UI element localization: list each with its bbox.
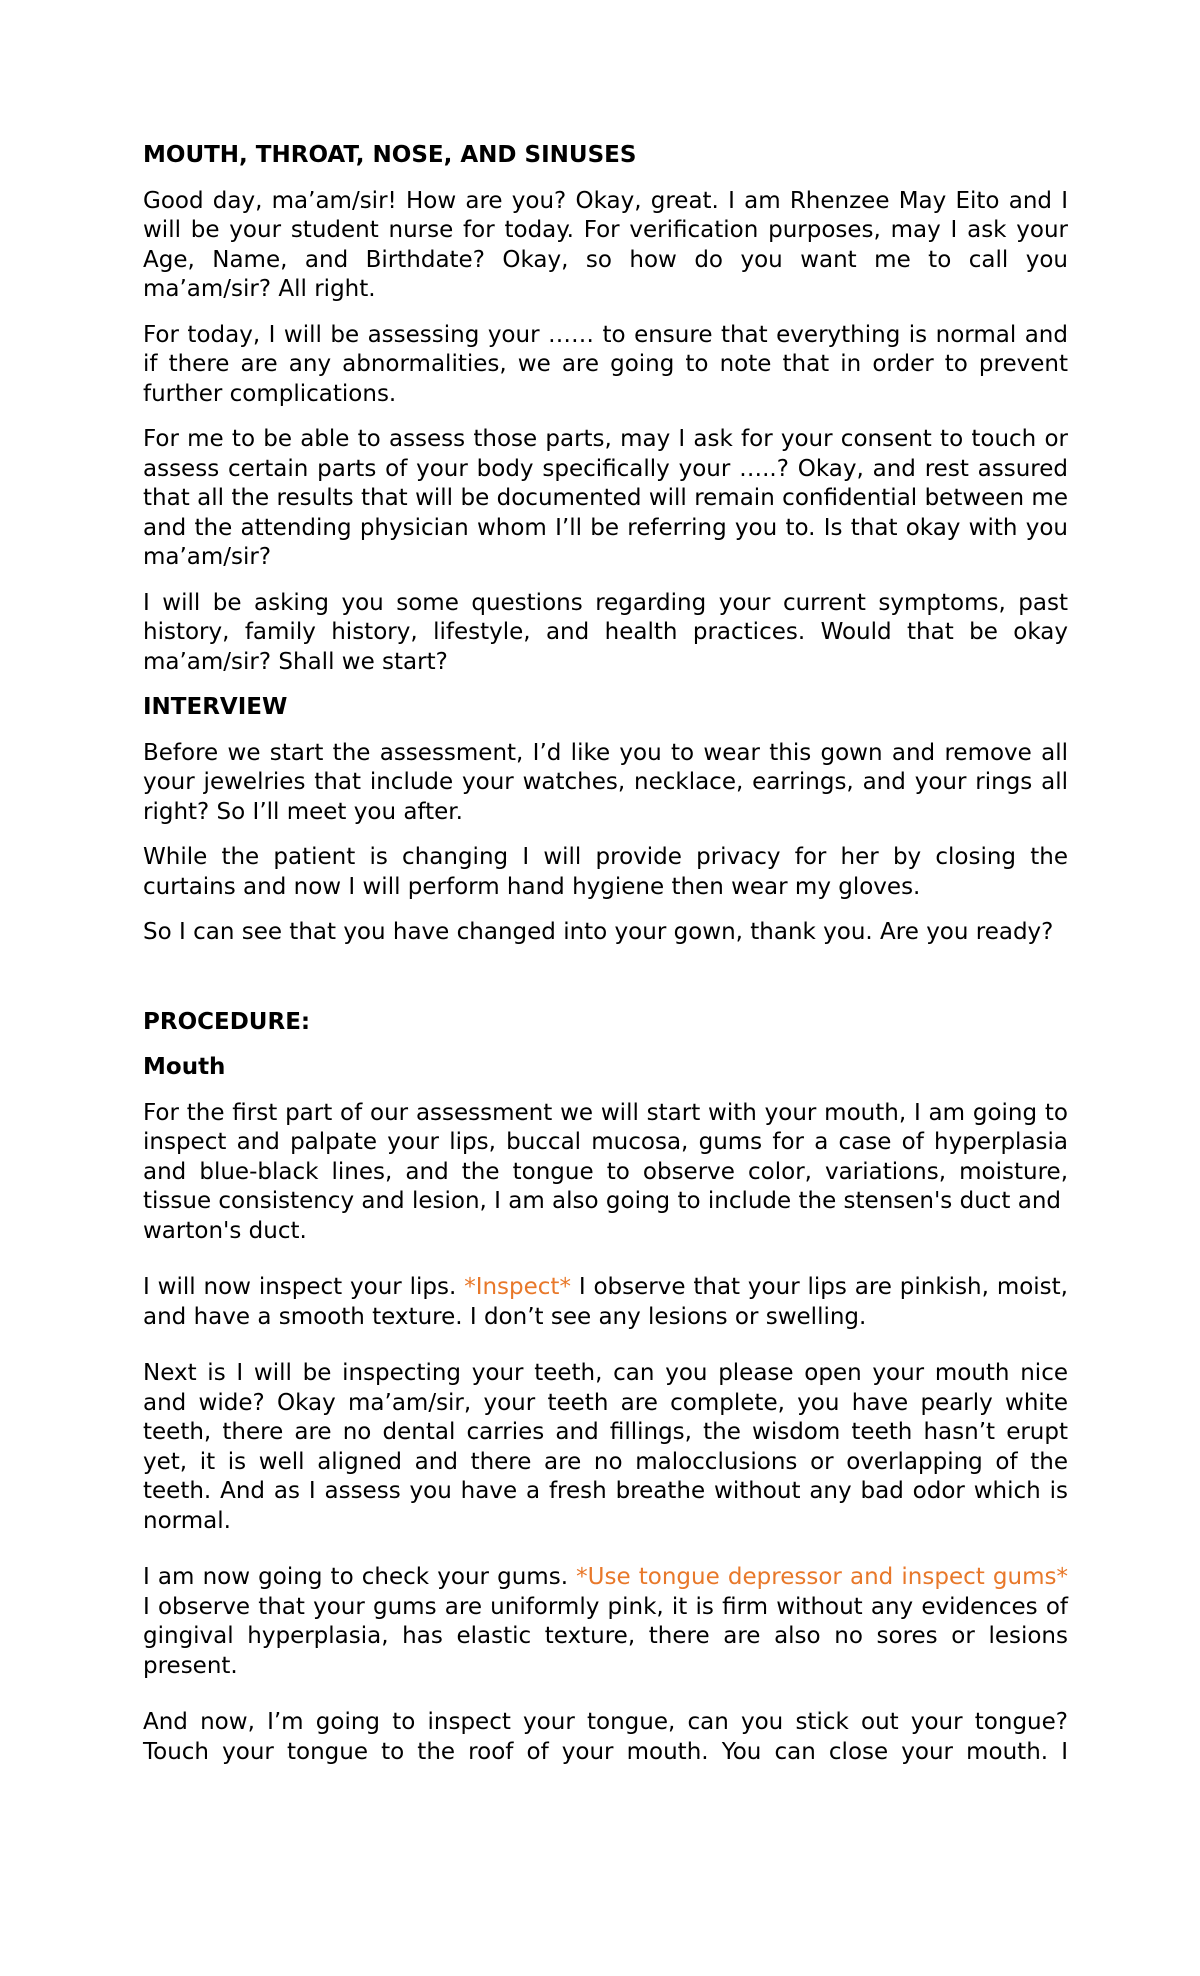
tongue-paragraph: And now, I’m going to inspect your tongue, can you stick out your tongue? Touch your tongue to the roof of your mouth. You can close your mouth. I [143, 1709, 1068, 1765]
gums-paragraph [143, 1563, 1068, 1681]
mouth-subheading: Mouth [143, 1054, 226, 1080]
interview-paragraph-1: Before we start the assessment, I’d like you to wear this gown and remove all your jewelries that include your watches, necklace, earrings, and your rings all right? So I’ll meet you after. [143, 739, 1068, 825]
lips-inspect-note: *Inspect* [464, 1274, 571, 1300]
gums-text-end: I observe that your gums are uniformly pink, it is firm without any evidences of gingival hyperplasia, has elastic texture, there are also no sores or lesions present. [143, 1593, 1068, 1679]
mouth-intro-continuation: warton's duct. [143, 1217, 307, 1244]
gums-inspect-note: *Use tongue depressor and inspect gums* [576, 1564, 1068, 1590]
intro-paragraph-4: I will be asking you some questions regarding your current symptoms, past history, family history, lifestyle, and health practices. Would that be okay ma’am/sir? Shall we start? [143, 589, 1068, 675]
interview-paragraph-3: So I can see that you have changed into your gown, thank you. Are you ready? [143, 919, 1054, 945]
lips-text-start: I will now inspect your lips. [143, 1274, 465, 1300]
intro-paragraph-3: For me to be able to assess those parts, may I ask for your consent to touch or assess certain parts of your body specifically your …..? Okay, and rest assured that all the results that will be documented will remain confidential between me and the attending physician whom I’ll be referring you to. Is that okay with you ma’am/sir? [143, 426, 1068, 570]
section-spacer [143, 964, 1068, 1008]
gums-text-start: I am now going to check your gums. [143, 1564, 577, 1590]
document-page [143, 141, 1068, 1767]
mouth-intro-paragraph: For the first part of our assessment we will start with your mouth, I am going to inspect and palpate your lips, buccal mucosa, gums for a case of hyperplasia and blue-black lines, and the tongue to observe color, variations, moisture, tissue consistency and lesion, I am also going to include the stensen's duct and [143, 1099, 1068, 1214]
procedure-heading: PROCEDURE: [143, 1008, 311, 1035]
lips-paragraph [143, 1273, 1068, 1332]
mouth-intro-block [143, 1099, 1068, 1247]
teeth-paragraph: Next is I will be inspecting your teeth, can you please open your mouth nice and wide? Okay ma’am/sir, your teeth are complete, you have pearly white teeth, there are no dental carries and fillings, the wisdom teeth hasn’t erupt yet, it is well aligned and there are no malocclusions or overlapping of the teeth. And as I assess you have a fresh breathe without any bad odor which is normal. [143, 1360, 1068, 1534]
interview-paragraph-2: While the patient is changing I will provide privacy for her by closing the curtains and now I will perform hand hygiene then wear my gloves. [143, 844, 1068, 900]
interview-heading: INTERVIEW [143, 694, 288, 720]
intro-paragraph-1: Good day, ma’am/sir! How are you? Okay, great. I am Rhenzee May Eito and I will be your student nurse for today. For verification purposes, may I ask your Age, Name, and Birthdate? Okay, so how do you want me to call you ma’am/sir? All right. [143, 187, 1068, 302]
lips-text-end: I observe that your lips are pinkish, moist, and have a smooth texture. I don’t see any lesions or swelling. [143, 1274, 1068, 1330]
intro-paragraph-2: For today, I will be assessing your …… to ensure that everything is normal and if there are any abnormalities, we are going to note that in order to prevent further complications. [143, 321, 1068, 407]
document-title: MOUTH, THROAT, NOSE, AND SINUSES [143, 142, 637, 168]
